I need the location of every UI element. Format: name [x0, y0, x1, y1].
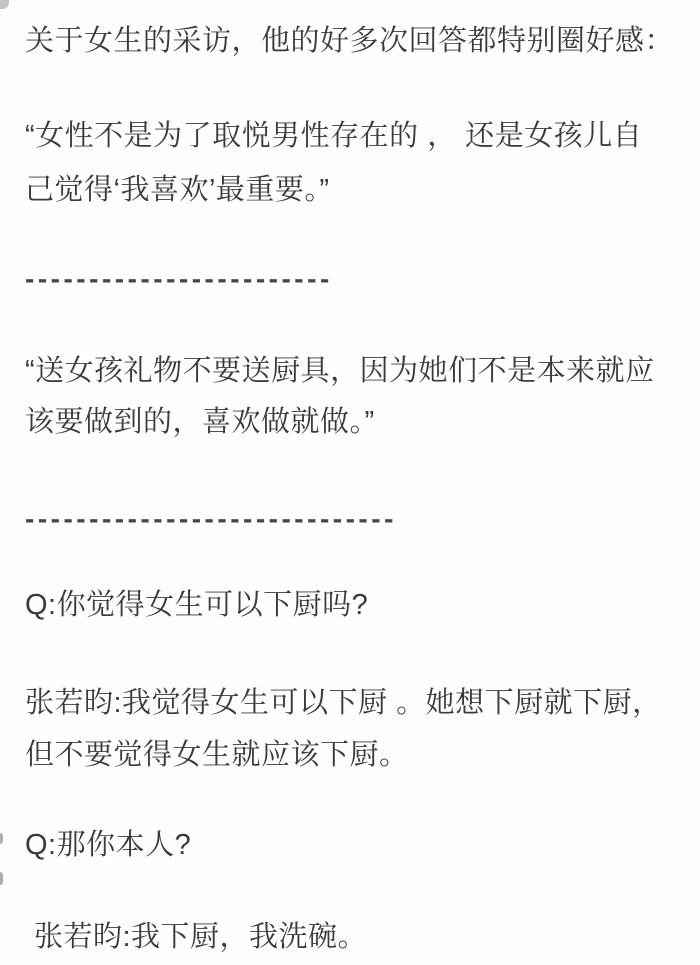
- left-edge-artifact-2: [0, 872, 3, 885]
- dashed-divider-2: -----------------------------: [25, 503, 397, 534]
- quote2-line1: “送女孩礼物不要送厨具，因为她们不是本来就应: [25, 355, 655, 387]
- quote2-line2: 该要做到的，喜欢做就做。”: [25, 406, 375, 438]
- dashed-divider-1: ------------------------: [25, 263, 333, 294]
- answer-1-line2: 但不要觉得女生就应该下厨。: [25, 739, 409, 771]
- question-1-line: Q:你觉得女生可以下厨吗?: [25, 589, 369, 621]
- left-edge-artifact-1: [0, 833, 3, 844]
- answer-1-line1: 张若昀:我觉得女生可以下厨 。她想下厨就下厨，: [25, 687, 662, 719]
- quote1-line2: 己觉得‘我喜欢’最重要。”: [25, 174, 330, 206]
- quote1-line1: “女性不是为了取悦男性存在的 ， 还是女孩儿自: [25, 120, 643, 152]
- answer-2-line: 张若昀:我下厨，我洗碗。: [34, 921, 368, 953]
- corner-edge-artifact: [0, 0, 9, 9]
- intro-line: 关于女生的采访，他的好多次回答都特别圈好感：: [25, 25, 675, 57]
- question-2-line: Q:那你本人?: [25, 829, 192, 861]
